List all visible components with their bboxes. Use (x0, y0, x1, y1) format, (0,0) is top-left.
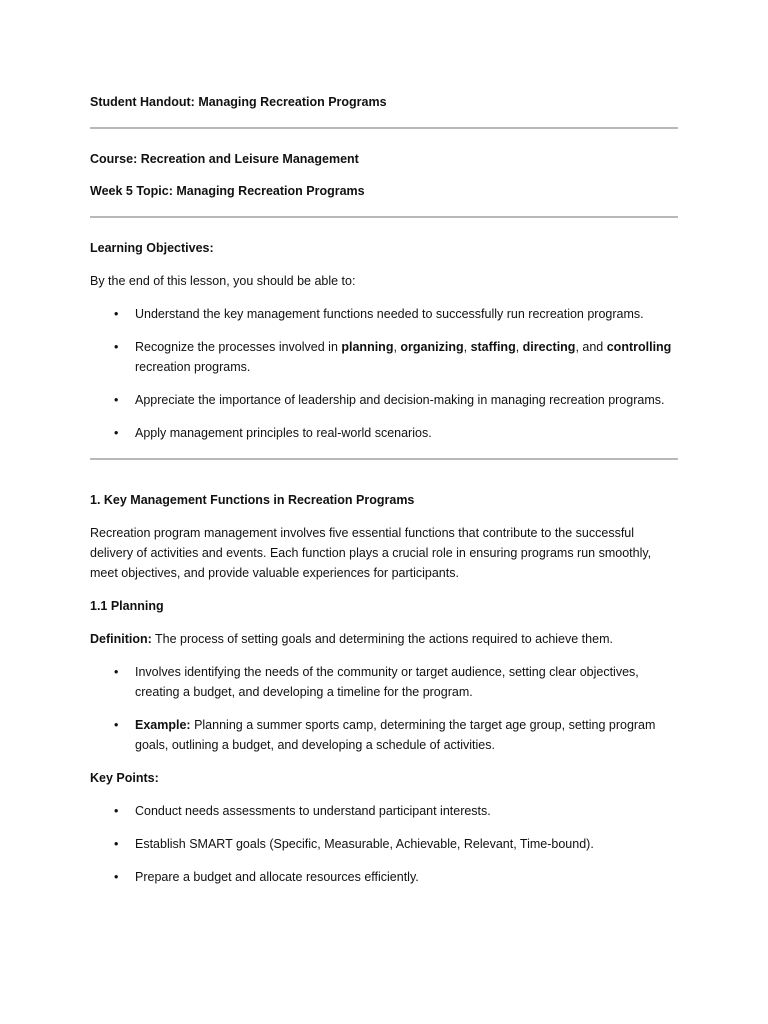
paragraph-line: Recreation program management involves five essential functions that contribute to the successful (90, 526, 635, 540)
separator: , (393, 340, 401, 354)
bullet-icon: • (114, 340, 119, 354)
list-item (90, 867, 678, 887)
definition-label: Definition: (90, 632, 152, 646)
separator: , (463, 340, 471, 354)
bullet-icon: • (114, 718, 119, 732)
list-item (90, 304, 678, 324)
list-item (90, 834, 678, 854)
divider (90, 458, 678, 460)
divider (90, 216, 678, 218)
example-label: Example: (135, 718, 191, 732)
list-item (90, 801, 678, 821)
bullet-icon: • (114, 393, 119, 407)
bullet-text: Conduct needs assessments to understand participant interests. (135, 804, 491, 818)
bullet-text: Establish SMART goals (Specific, Measurable, Achievable, Relevant, Time-bound). (135, 837, 594, 851)
bullet-text: goals, outlining a budget, and developing a schedule of activities. (135, 738, 495, 752)
subsection-heading: 1.1 Planning (90, 599, 164, 613)
bullet-text: Planning a summer sports camp, determining the target age group, setting program (190, 718, 656, 732)
bullet-icon: • (114, 426, 119, 440)
paragraph-line: meet objectives, and provide valuable experiences for participants. (90, 566, 459, 580)
objective-text: Apply management principles to real-world scenarios. (135, 426, 432, 440)
bullet-icon: • (114, 870, 119, 884)
week-topic-line: Week 5 Topic: Managing Recreation Programs (90, 184, 365, 198)
bullet-icon: • (114, 837, 119, 851)
list-item (90, 715, 678, 755)
objective-text-post: recreation programs. (135, 360, 251, 374)
term-organizing: organizing (400, 340, 464, 354)
key-points-heading: Key Points: (90, 771, 159, 785)
separator: , (515, 340, 523, 354)
paragraph-line: delivery of activities and events. Each function plays a crucial role in ensuring programs run smoothly, (90, 546, 652, 560)
key-points-list (90, 801, 678, 887)
objective-text: Understand the key management functions needed to successfully run recreation programs. (135, 307, 644, 321)
bullet-icon: • (114, 804, 119, 818)
divider (90, 127, 678, 129)
bullet-icon: • (114, 307, 119, 321)
objective-text: Appreciate the importance of leadership and decision-making in managing recreation programs. (135, 393, 665, 407)
bullet-text: creating a budget, and developing a timeline for the program. (135, 685, 473, 699)
objective-text-pre: Recognize the processes involved in (135, 340, 342, 354)
planning-list (90, 662, 678, 755)
bullet-text: Prepare a budget and allocate resources efficiently. (135, 870, 419, 884)
objectives-list (90, 304, 678, 443)
term-planning: planning (341, 340, 394, 354)
section-heading: 1. Key Management Functions in Recreation Programs (90, 493, 415, 507)
term-directing: directing (522, 340, 576, 354)
objectives-intro: By the end of this lesson, you should be able to: (90, 274, 356, 288)
handout-page (90, 90, 678, 887)
term-controlling: controlling (606, 340, 672, 354)
definition-line (90, 629, 678, 649)
bullet-icon: • (114, 665, 119, 679)
list-item (90, 662, 678, 702)
list-item (90, 423, 678, 443)
separator: , and (575, 340, 607, 354)
handout-title: Student Handout: Managing Recreation Programs (90, 95, 387, 109)
bullet-text: Involves identifying the needs of the community or target audience, setting clear objectives, (135, 665, 639, 679)
list-item (90, 337, 678, 377)
section-paragraph (90, 523, 678, 583)
objectives-heading: Learning Objectives: (90, 241, 214, 255)
list-item (90, 390, 678, 410)
course-line: Course: Recreation and Leisure Management (90, 152, 359, 166)
term-staffing: staffing (470, 340, 516, 354)
definition-text: The process of setting goals and determining the actions required to achieve them. (151, 632, 613, 646)
